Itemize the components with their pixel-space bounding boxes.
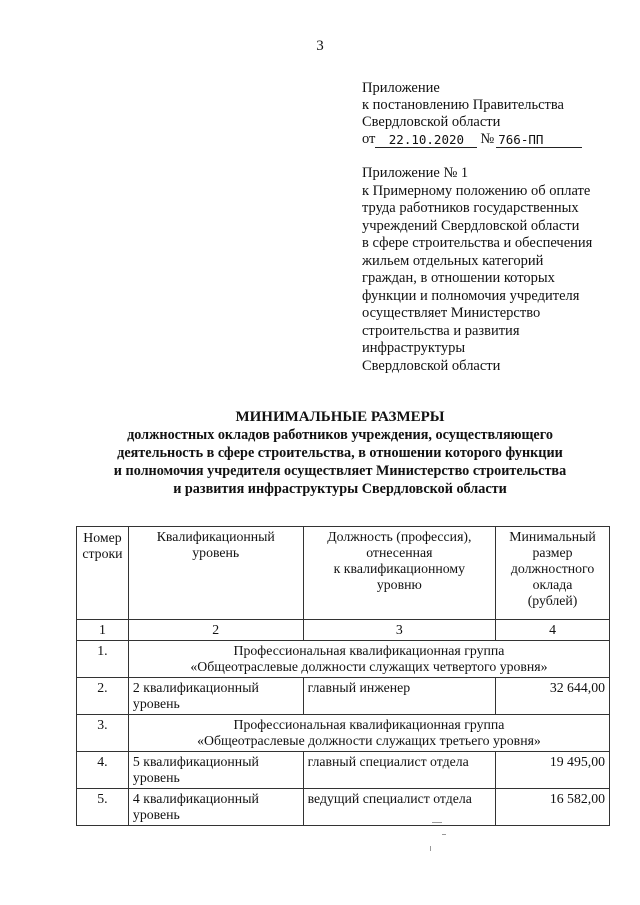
table-header-row <box>77 527 610 620</box>
column-number: 3 <box>303 620 496 641</box>
header-position: Должность (профессия), отнесенная к квалификационному уровню <box>303 527 496 620</box>
title-subline: и полномочия учредителя осуществляет Министерство строительства <box>113 463 567 479</box>
group-title: Профессиональная квалификационная группа «Общеотраслевые должности служащих четвертого уровня» <box>128 641 609 678</box>
table-row <box>77 678 610 715</box>
annex-line: инфраструктуры <box>362 340 466 356</box>
annex-line: учреждений Свердловской области <box>362 217 580 234</box>
group-title: Профессиональная квалификационная группа «Общеотраслевые должности служащих третьего уровня» <box>128 715 609 752</box>
scan-speck <box>432 822 442 823</box>
scan-speck <box>430 846 431 851</box>
position: ведущий специалист отдела <box>303 789 496 826</box>
qualification-level: 2 квалификационный уровень <box>128 678 303 715</box>
row-number: 1. <box>77 641 129 678</box>
salary: 19 495,00 <box>496 752 610 789</box>
row-number: 4. <box>77 752 129 789</box>
title-subline: деятельность в сфере строительства, в отношении которого функции <box>117 445 563 461</box>
column-number: 1 <box>77 620 129 641</box>
qualification-level: 4 квалификационный уровень <box>128 789 303 826</box>
salary-table <box>76 526 610 826</box>
annex-line: труда работников государственных <box>362 200 579 216</box>
header-row-number: Номер строки <box>77 527 129 620</box>
header-min-salary: Минимальный размер должностного оклада (рублей) <box>496 527 610 620</box>
row-number: 2. <box>77 678 129 715</box>
annex-line: к Примерному положению об оплате <box>362 182 591 199</box>
page-number: 3 <box>316 38 324 54</box>
date-prefix: от <box>362 131 376 147</box>
number-prefix: № <box>480 131 495 147</box>
annex-1-header <box>362 165 622 375</box>
annex-line: функции и полномочия учредителя <box>362 287 580 304</box>
salary: 16 582,00 <box>496 789 610 826</box>
annex-line: жильем отдельных категорий <box>362 252 544 269</box>
decree-number: 766-ПП <box>496 132 582 148</box>
position: главный специалист отдела <box>303 752 496 789</box>
annex-line: граждан, в отношении которых <box>362 270 555 286</box>
decree-date: 22.10.2020 <box>375 132 477 148</box>
annex-line: в сфере строительства и обеспечения <box>362 235 593 251</box>
scan-speck <box>442 834 446 835</box>
position: главный инженер <box>303 678 496 715</box>
annex-line: строительства и развития <box>362 322 520 339</box>
annex-line: Приложение № 1 <box>362 165 469 181</box>
appendix-header <box>362 80 622 148</box>
annex-line: Свердловской области <box>362 357 501 374</box>
appendix-line: Приложение <box>362 80 440 96</box>
title-main: МИНИМАЛЬНЫЕ РАЗМЕРЫ <box>235 409 445 425</box>
decree-reference <box>362 131 622 148</box>
row-number: 3. <box>77 715 129 752</box>
column-number-row <box>77 620 610 641</box>
appendix-line: Свердловской области <box>362 114 501 130</box>
title-subline: должностных окладов работников учреждения, осуществляющего <box>127 427 553 443</box>
row-number: 5. <box>77 789 129 826</box>
appendix-line: к постановлению Правительства <box>362 97 564 113</box>
qualification-level: 5 квалификационный уровень <box>128 752 303 789</box>
table-row-group <box>77 715 610 752</box>
column-number: 2 <box>128 620 303 641</box>
salary: 32 644,00 <box>496 678 610 715</box>
column-number: 4 <box>496 620 610 641</box>
document-title <box>40 408 640 498</box>
table-row-group <box>77 641 610 678</box>
table-row <box>77 789 610 826</box>
title-subline: и развития инфраструктуры Свердловской области <box>173 481 507 497</box>
header-qualification-level: Квалификационный уровень <box>128 527 303 620</box>
table-row <box>77 752 610 789</box>
annex-line: осуществляет Министерство <box>362 305 541 321</box>
